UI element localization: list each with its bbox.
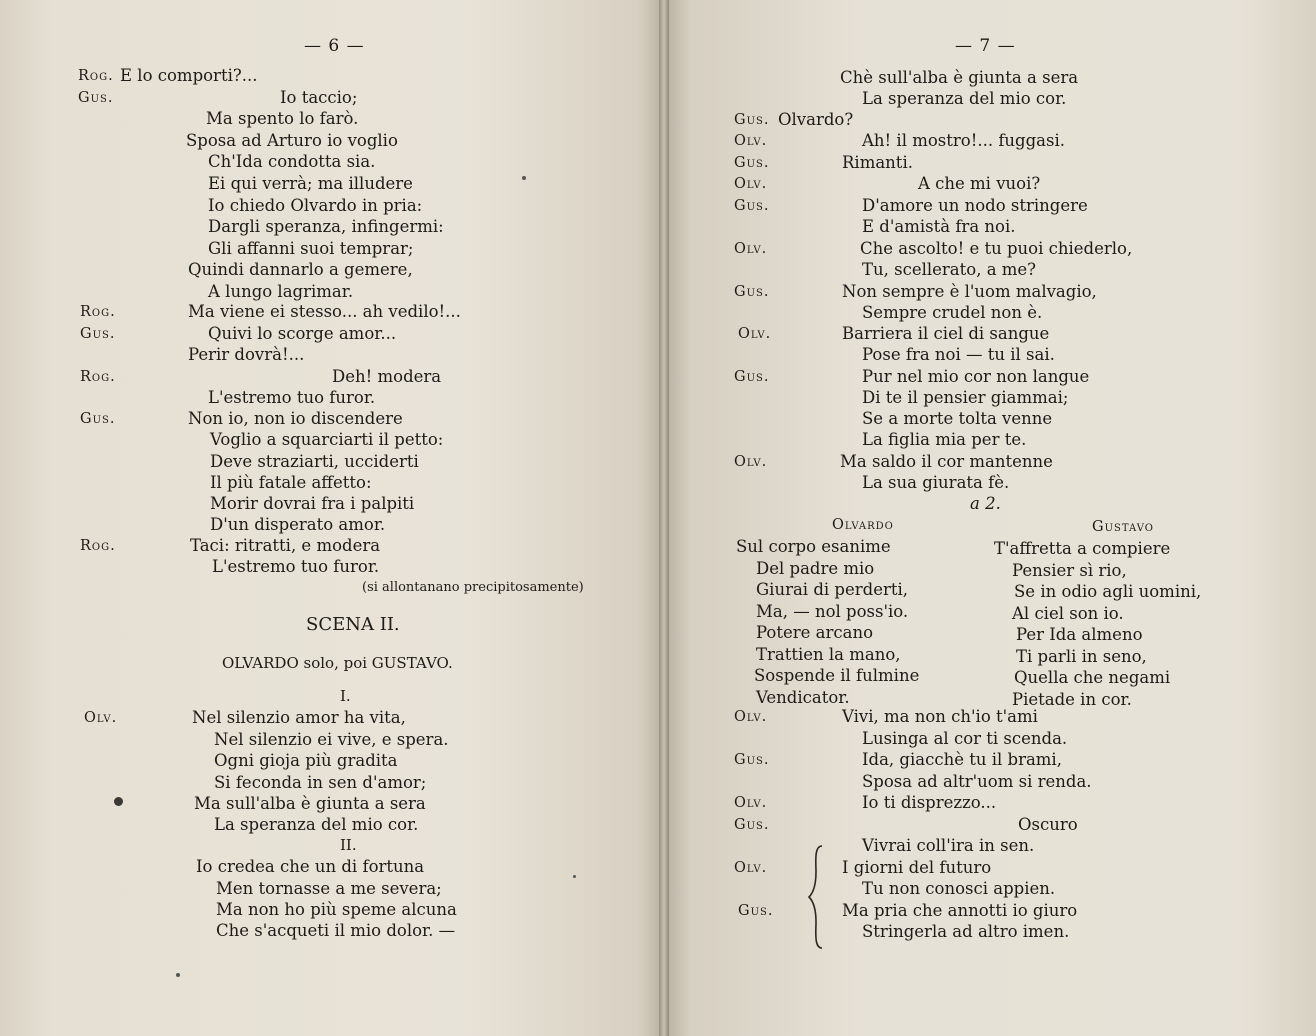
verse-line: Olvardo? [778, 110, 854, 129]
speaker-label: Olv. [734, 241, 768, 257]
speaker-label: Gus. [80, 411, 116, 427]
speaker-label: Rog. [80, 538, 116, 554]
verse-line: Non sempre è l'uom malvagio, [842, 282, 1097, 301]
duet-line: T'affretta a compiere [994, 539, 1171, 558]
verse-line: Pur nel mio cor non langue [862, 367, 1090, 386]
duet-line: Sul corpo esanime [736, 537, 891, 556]
a-due-marker: a 2. [970, 494, 1001, 513]
verse-line: I giorni del futuro [842, 858, 992, 877]
verse-line: Pose fra noi — tu il sai. [862, 345, 1055, 364]
verse-line: Deve straziarti, ucciderti [210, 452, 419, 471]
speaker-label: Olv. [734, 795, 768, 811]
verse-line: Io taccio; [280, 88, 358, 107]
speaker-label: Gus. [734, 369, 770, 385]
speaker-label: Rog. [78, 68, 114, 84]
duet-line: Per Ida almeno [1016, 625, 1143, 644]
duet-line: Del padre mio [756, 558, 875, 578]
speaker-label: Olv. [84, 710, 118, 726]
verse-line: Perir dovrà!... [188, 345, 305, 364]
duet-right-name: Gustavo [1092, 519, 1154, 535]
verse-line: Ei qui verrà; ma illudere [208, 174, 413, 193]
speaker-label: Gus. [734, 284, 770, 300]
verse-line: Ma non ho più speme alcuna [216, 900, 457, 919]
verse-line: Deh! modera [332, 367, 442, 386]
verse-line: Si feconda in sen d'amor; [214, 773, 427, 792]
verse-line: Taci: ritratti, e modera [190, 536, 381, 555]
verse-line: Stringerla ad altro imen. [862, 922, 1070, 941]
speaker-label: Olv. [734, 860, 768, 876]
verse-line: D'un disperato amor. [210, 515, 386, 534]
verse-line: Che s'acqueti il mio dolor. — [216, 921, 456, 940]
ink-spot [573, 875, 576, 878]
ink-spot [522, 176, 526, 180]
verse-line: Vivrai coll'ira in sen. [862, 836, 1035, 855]
verse-line: Che ascolto! e tu puoi chiederlo, [860, 239, 1133, 258]
verse-line: Oscuro [1018, 815, 1078, 834]
speaker-label: Gus. [78, 90, 114, 106]
duet-line: Pensier sì rio, [1012, 560, 1127, 580]
duet-line: Pietade in cor. [1012, 689, 1132, 709]
verse-line: Se a morte tolta venne [862, 409, 1053, 428]
verse-line: Vivi, ma non ch'io t'ami [842, 707, 1038, 726]
speaker-label: Olv. [734, 454, 768, 470]
brace-icon [806, 842, 826, 952]
book-gutter [659, 0, 669, 1036]
speaker-label: Gus. [734, 817, 770, 833]
verse-line: Io chiedo Olvardo in pria: [208, 196, 423, 215]
page-number-right: — 7 — [955, 36, 1016, 56]
ink-spot [114, 797, 123, 806]
verse-line: Ma sull'alba è giunta a sera [194, 794, 426, 813]
duet-line: Ma, — nol poss'io. [756, 601, 909, 621]
verse-line: Sempre crudel non è. [862, 303, 1043, 322]
verse-line: Ma spento lo farò. [206, 109, 359, 128]
speaker-label: Gus. [80, 326, 116, 342]
duet-line: Ti parli in seno, [1016, 646, 1147, 666]
speaker-label: Olv. [734, 176, 768, 192]
verse-line: Di te il pensier giammai; [862, 388, 1069, 407]
speaker-label: Gus. [734, 155, 770, 171]
duet-line: Giurai di perderti, [756, 580, 908, 599]
verse-line: Ma pria che annotti io giuro [842, 901, 1078, 920]
stanza-number-2: II. [340, 836, 357, 854]
verse-line: A che mi vuoi? [918, 174, 1041, 193]
verse-line: Io ti disprezzo... [862, 793, 997, 812]
verse-line: Ogni gioja più gradita [214, 751, 398, 770]
page-number-left: — 6 — [304, 36, 365, 56]
speaker-label: Gus. [738, 903, 774, 919]
verse-line: La speranza del mio cor. [862, 89, 1067, 108]
verse-line: Ah! il mostro!... fuggasi. [862, 131, 1066, 150]
speaker-label: Olv. [734, 133, 768, 149]
verse-line: Io credea che un di fortuna [196, 857, 425, 876]
verse-line: La speranza del mio cor. [214, 815, 419, 834]
verse-line: Tu non conosci appien. [862, 879, 1056, 898]
stanza-number-1: I. [340, 687, 351, 705]
speaker-label: Gus. [734, 752, 770, 768]
speaker-label: Rog. [80, 304, 116, 320]
verse-line: Rimanti. [842, 153, 913, 172]
verse-line: Chè sull'alba è giunta a sera [840, 68, 1079, 87]
verse-line: Lusinga al cor ti scenda. [862, 729, 1068, 748]
duet-line: Trattien la mano, [756, 644, 901, 664]
speaker-label: Rog. [80, 369, 116, 385]
speaker-label: Gus. [734, 112, 770, 128]
verse-line: E d'amistà fra noi. [862, 217, 1016, 236]
verse-line: La sua giurata fè. [862, 473, 1010, 492]
duet-line: Se in odio agli uomini, [1014, 582, 1202, 601]
verse-line: Dargli speranza, infingermi: [208, 217, 444, 236]
verse-line: Voglio a squarciarti il petto: [210, 430, 444, 449]
duet-line: Potere arcano [756, 623, 874, 642]
ink-spot [176, 973, 180, 977]
verse-line: Sposa ad Arturo io voglio [186, 131, 398, 150]
verse-line: Ida, giacchè tu il brami, [862, 750, 1062, 769]
verse-line: La figlia mia per te. [862, 430, 1027, 449]
verse-line: Nel silenzio ei vive, e spera. [214, 730, 449, 749]
verse-line: E lo comporti?... [120, 66, 258, 85]
verse-line: Tu, scellerato, a me? [862, 260, 1037, 279]
verse-line: Quivi lo scorge amor... [208, 324, 397, 343]
verse-line: Gli affanni suoi temprar; [208, 239, 414, 258]
verse-line: Nel silenzio amor ha vita, [192, 708, 406, 727]
stage-direction: (si allontanano precipitosamente) [362, 580, 584, 595]
verse-line: Ma saldo il cor mantenne [840, 452, 1053, 471]
verse-line: Non io, non io discendere [188, 409, 403, 428]
verse-line: D'amore un nodo stringere [862, 196, 1088, 215]
verse-line: Morir dovrai fra i palpiti [210, 494, 415, 513]
verse-line: L'estremo tuo furor. [208, 388, 376, 407]
verse-line: Men tornasse a me severa; [216, 879, 442, 898]
speaker-label: Gus. [734, 198, 770, 214]
verse-line: Ma viene ei stesso... ah vedilo!... [188, 302, 461, 321]
duet-left-name: Olvardo [832, 517, 894, 533]
scene-characters: OLVARDO solo, poi GUSTAVO. [222, 654, 453, 672]
verse-line: A lungo lagrimar. [208, 282, 354, 301]
verse-line: Ch'Ida condotta sia. [208, 152, 376, 171]
verse-line: Barriera il ciel di sangue [842, 324, 1050, 343]
scene-title: SCENA II. [306, 614, 400, 635]
speaker-label: Olv. [738, 326, 772, 342]
verse-line: Quindi dannarlo a gemere, [188, 260, 413, 279]
duet-line: Al ciel son io. [1012, 603, 1124, 623]
verse-line: Il più fatale affetto: [210, 473, 372, 492]
duet-line: Vendicator. [756, 687, 850, 707]
duet-line: Sospende il fulmine [754, 666, 920, 685]
duet-line: Quella che negami [1014, 668, 1171, 687]
verse-line: L'estremo tuo furor. [212, 557, 380, 576]
speaker-label: Olv. [734, 709, 768, 725]
verse-line: Sposa ad altr'uom si renda. [862, 772, 1092, 791]
